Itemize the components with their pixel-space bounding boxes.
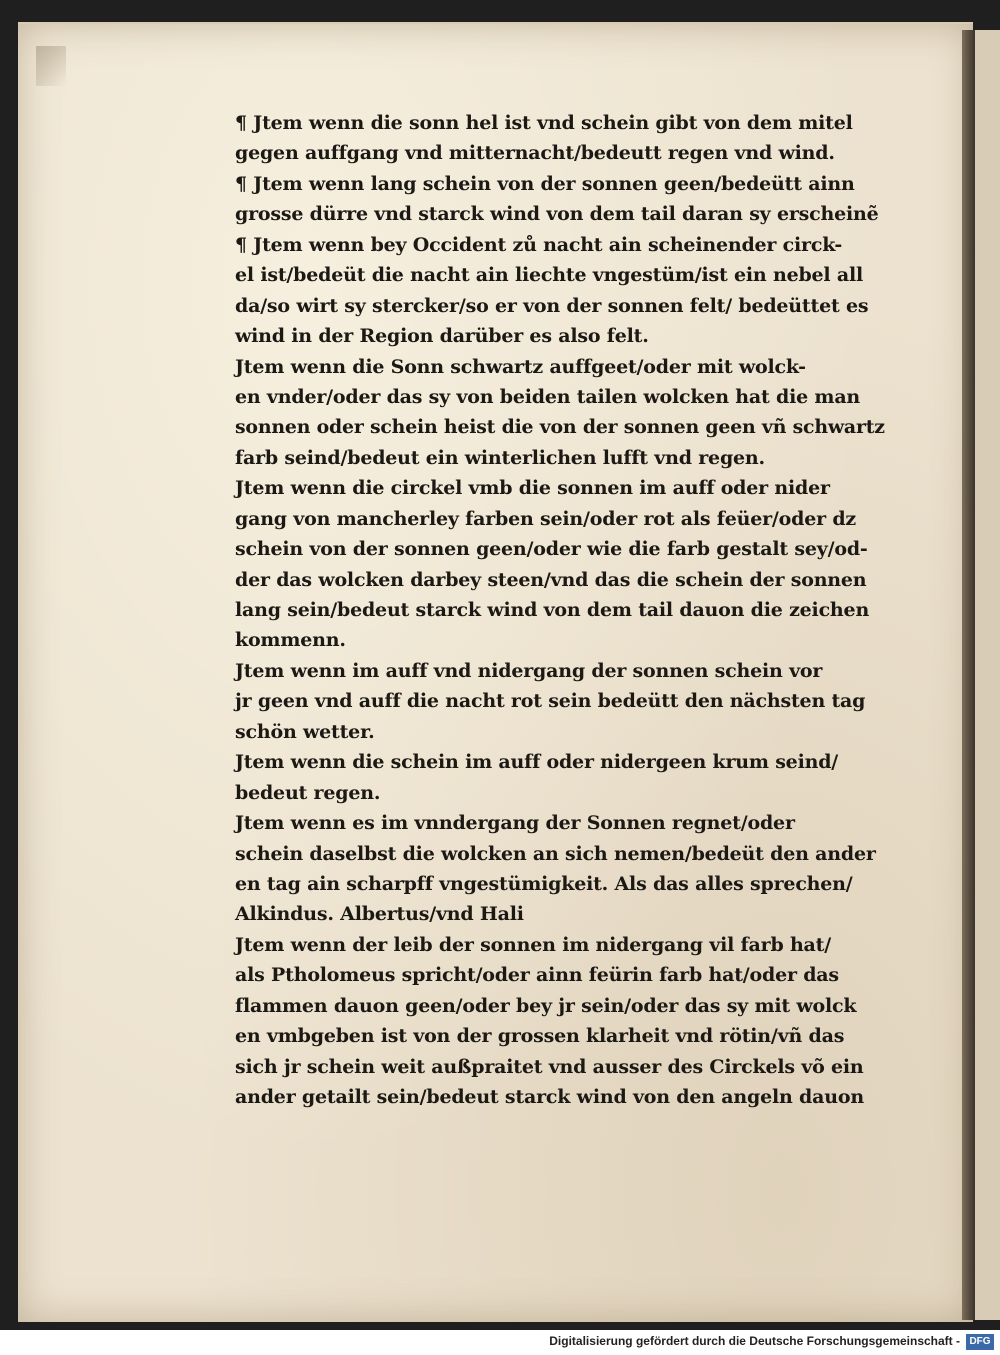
text-line: sich jr schein weit außpraitet vnd ausser des Circkels võ ein	[235, 1055, 864, 1078]
text-line: jr geen vnd auff die nacht rot sein bedeütt den nächsten tag	[235, 690, 866, 713]
digitization-credit: Digitalisierung gefördert durch die Deutsche Forschungsgemeinschaft -	[549, 1334, 960, 1348]
text-line: bedeut regen.	[235, 781, 381, 804]
text-line: ¶ Jtem wenn lang schein von der sonnen geen/bedeütt ainn	[235, 172, 855, 195]
text-line: schön wetter.	[235, 720, 375, 743]
text-line: ander getailt sein/bedeut starck wind von den angeln dauon	[235, 1086, 864, 1108]
text-line: ¶ Jtem wenn bey Occident zů nacht ain scheinender circk-	[235, 233, 843, 256]
text-line: ¶ Jtem wenn die sonn hel ist vnd schein gibt von dem mitel	[235, 112, 853, 134]
text-line: Alkindus. Albertus/vnd Hali	[235, 903, 524, 926]
text-line: en tag ain scharpff vngestümigkeit. Als das alles sprechen/	[235, 872, 853, 895]
text-line: en vnder/oder das sy von beiden tailen wolcken hat die man	[235, 385, 861, 408]
text-line: Jtem wenn es im vnndergang der Sonnen regnet/oder	[235, 812, 795, 835]
text-line: farb seind/bedeut ein winterlichen lufft vnd regen.	[235, 446, 765, 469]
text-line: schein daselbst die wolcken an sich nemen/bedeüt den ander	[235, 842, 876, 865]
text-line: flammen dauon geen/oder bey jr sein/oder das sy mit wolck	[235, 994, 857, 1017]
facing-page-edge	[975, 30, 1000, 1320]
text-line: lang sein/bedeut starck wind von dem tail dauon die zeichen	[235, 599, 870, 621]
text-line: kommenn.	[235, 629, 346, 652]
dfg-logo: DFG	[966, 1334, 994, 1350]
text-line: schein von der sonnen geen/oder wie die farb gestalt sey/od-	[235, 538, 868, 561]
page-corner-shadow	[36, 46, 66, 86]
text-line: der das wolcken darbey steen/vnd das die schein der sonnen	[235, 568, 867, 591]
text-line: Jtem wenn die Sonn schwartz auffgeet/oder mit wolck-	[235, 355, 806, 378]
text-line: als Ptholomeus spricht/oder ainn feürin farb hat/oder das	[235, 964, 839, 987]
text-line: Jtem wenn der leib der sonnen im nidergang vil farb hat/	[235, 933, 831, 956]
text-line: Jtem wenn die circkel vmb die sonnen im auff oder nider	[235, 477, 830, 500]
text-line: el ist/bedeüt die nacht ain liechte vngestüm/ist ein nebel all	[235, 264, 864, 287]
book-gutter	[962, 30, 975, 1320]
text-line: en vmbgeben ist von der grossen klarheit vnd rötin/vñ das	[235, 1025, 845, 1048]
text-line: wind in der Region darüber es also felt.	[235, 325, 649, 348]
text-line: da/so wirt sy stercker/so er von der sonnen felt/ bedeüttet es	[235, 294, 869, 317]
footer-bar	[0, 1330, 1000, 1355]
text-line: Jtem wenn die schein im auff oder nidergeen krum seind/	[235, 751, 839, 774]
text-line: grosse dürre vnd starck wind von dem tail daran sy erscheinẽ	[235, 203, 879, 226]
printed-text-block	[235, 108, 885, 1112]
text-line: Jtem wenn im auff vnd nidergang der sonnen schein vor	[235, 659, 823, 682]
text-line: sonnen oder schein heist die von der sonnen geen vñ schwartz	[235, 416, 885, 439]
text-line: gang von mancherley farben sein/oder rot als feüer/oder dz	[235, 507, 857, 530]
text-line: gegen auffgang vnd mitternacht/bedeutt regen vnd wind.	[235, 142, 835, 165]
